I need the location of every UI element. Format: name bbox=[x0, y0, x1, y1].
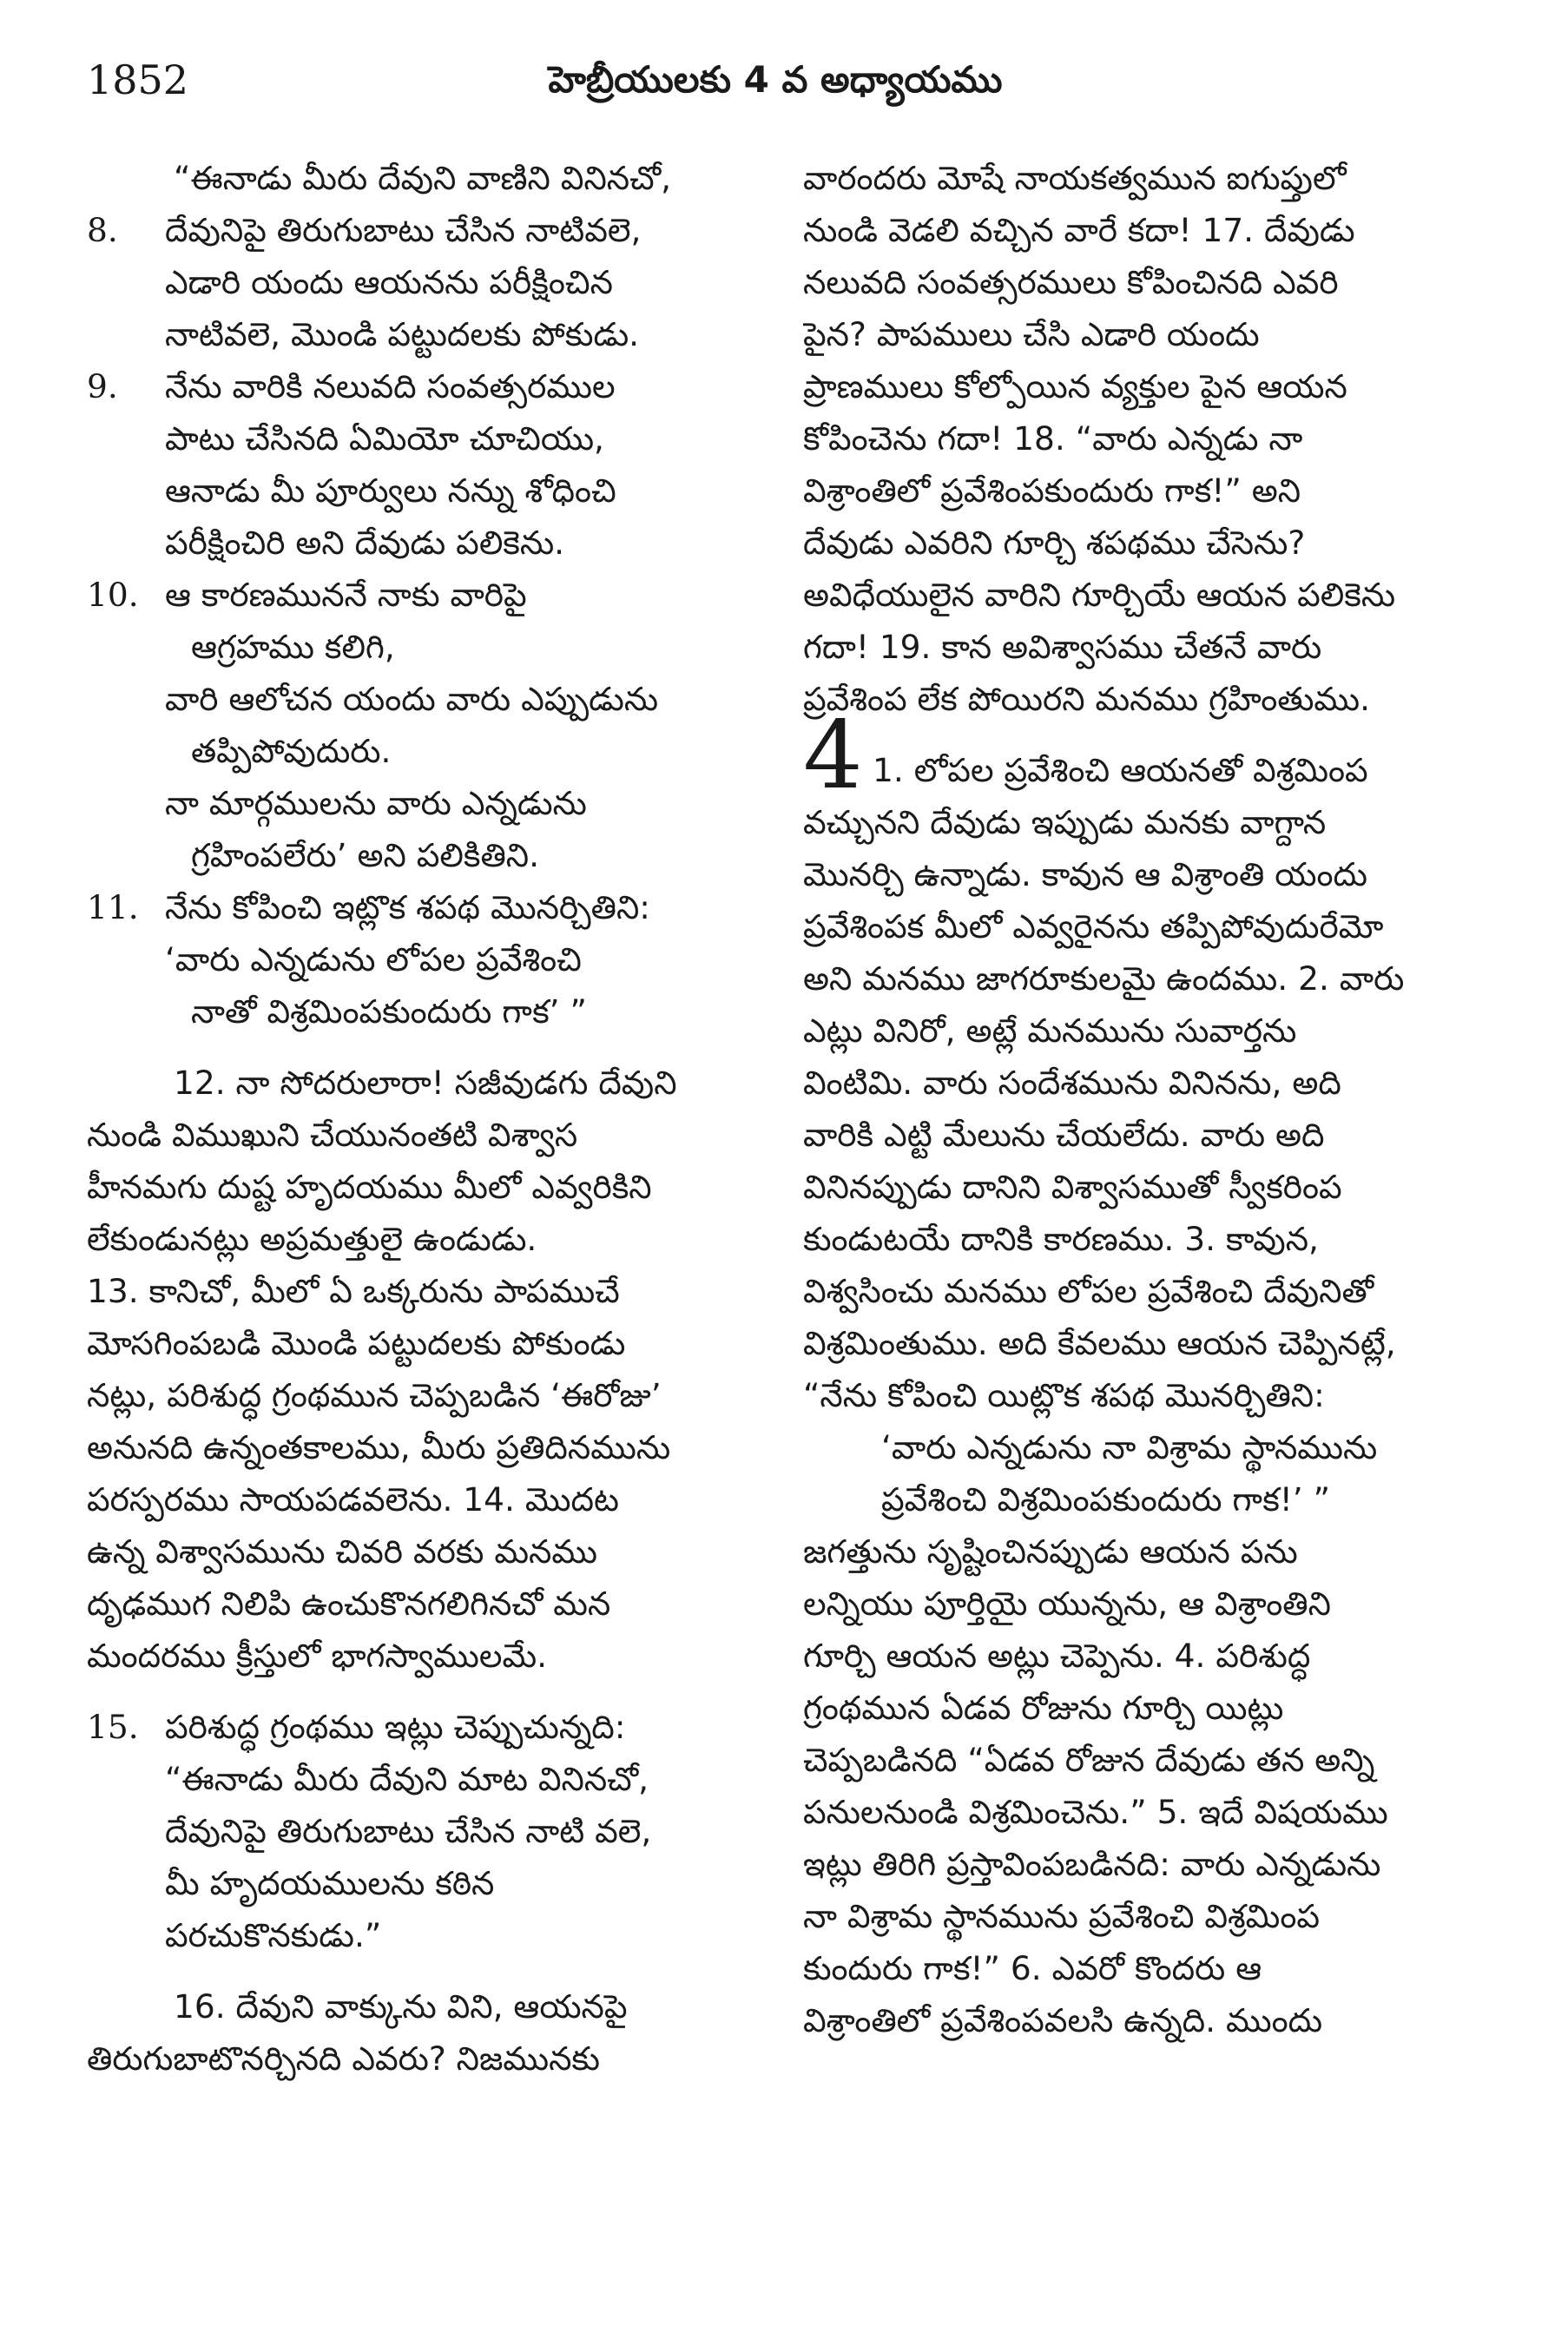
text-line: అనునది ఉన్నంతకాలము, మీరు ప్రతిదినమును bbox=[87, 1428, 671, 1466]
text-line: “నేను కోపించి యిట్లొక శపథ మొనర్చితిని: bbox=[803, 1376, 1325, 1414]
text-line: వచ్చునని దేవుడు ఇప్పుడు మనకు వాగ్దాన bbox=[803, 803, 1327, 841]
text-line: వారికి ఎట్టి మేలును చేయలేదు. వారు అది bbox=[803, 1116, 1325, 1154]
verse-number: 11. bbox=[87, 888, 139, 926]
verse-number: 15. bbox=[87, 1708, 139, 1746]
text-line: పనులనుండి విశ్రమించెను.” 5. ఇదే విషయము bbox=[803, 1793, 1388, 1831]
text-line: కుండుటయే దానికి కారణము. 3. కావున, bbox=[803, 1220, 1319, 1258]
text-line: 16. దేవుని వాక్కును విని, ఆయనపై bbox=[174, 1987, 628, 2026]
text-line: “ఈనాడు మీరు దేవుని వాణిని వినినచో, bbox=[174, 159, 672, 197]
text-line: గూర్చి ఆయన అట్లు చెప్పెను. 4. పరిశుద్ధ bbox=[803, 1637, 1311, 1675]
page-number: 1852 bbox=[87, 56, 189, 103]
text-line: పైన? పాపములు చేసి ఎడారి యందు bbox=[803, 315, 1260, 353]
text-line: గ్రంథమున ఏడవ రోజును గూర్చి యిట్లు bbox=[803, 1689, 1284, 1727]
chapter-start bbox=[803, 702, 1463, 810]
text-line: హీనమగు దుష్ట హృదయము మీలో ఎవ్వరికిని bbox=[87, 1168, 652, 1206]
text-line: వారందరు మోషే నాయకత్వమున ఐగుప్తులో bbox=[803, 159, 1347, 197]
text-line: ‘వారు ఎన్నడును నా విశ్రామ స్థానమును bbox=[881, 1428, 1378, 1466]
text-line: మోసగింపబడి మొండి పట్టుదలకు పోకుండు bbox=[87, 1324, 626, 1362]
text-line: ప్రాణములు కోల్పోయిన వ్యక్తుల పైన ఆయన bbox=[803, 367, 1347, 405]
text-line: విశ్వసించు మనము లోపల ప్రవేశించి దేవునితో bbox=[803, 1272, 1374, 1310]
text-line: గ్రహింపలేరు’ అని పలికితిని. bbox=[191, 836, 540, 874]
text-line: నా విశ్రామ స్థానమును ప్రవేశించి విశ్రమింప bbox=[803, 1897, 1320, 1935]
text-line: దృఢముగ నిలిపి ఉంచుకొనగలిగినచో మన bbox=[87, 1584, 611, 1623]
text-line: వారి ఆలోచన యందు వారు ఎప్పుడును bbox=[165, 680, 659, 718]
text-line: అని మనము జాగరూకులమై ఉందము. 2. వారు bbox=[803, 959, 1405, 998]
page-header bbox=[87, 54, 1464, 115]
text-line: పరస్పరము సాయపడవలెను. 14. మొదట bbox=[87, 1480, 619, 1519]
text-line: ఆనాడు మీ పూర్వులు నన్ను శోధించి bbox=[165, 471, 616, 510]
text-line: 1. లోపల ప్రవేశించి ఆయనతో విశ్రమింప bbox=[873, 751, 1368, 789]
text-line: వింటిమి. వారు సందేశమును వినినను, అది bbox=[803, 1064, 1341, 1102]
text-line: మందరము క్రీస్తులో భాగస్వాములమే. bbox=[87, 1637, 548, 1675]
text-line: చెప్పబడినది “ఏడవ రోజున దేవుడు తన అన్ని bbox=[803, 1741, 1375, 1779]
text-line: పరచుకొనకుడు.” bbox=[165, 1916, 382, 1954]
text-line: పరీక్షించిరి అని దేవుడు పలికెను. bbox=[165, 524, 565, 562]
text-line: నట్లు, పరిశుద్ధ గ్రంథమున చెప్పబడిన ‘ఈరోజు’ bbox=[87, 1376, 662, 1414]
text-line: ఆగ్రహము కలిగి, bbox=[191, 628, 395, 666]
running-title: హెబ్రీయులకు 4 వ అధ్యాయము bbox=[548, 58, 1003, 101]
text-line: మీ హృదయములను కఠిన bbox=[165, 1864, 495, 1902]
text-line: నుండి వెడలి వచ్చిన వారే కదా! 17. దేవుడు bbox=[803, 211, 1355, 249]
text-line: నా మార్గములను వారు ఎన్నడును bbox=[165, 784, 587, 822]
right-column bbox=[803, 152, 1463, 2046]
text-line: తిరుగుబాటొనర్చినది ఎవరు? నిజమునకు bbox=[87, 2039, 600, 2078]
text-line: అవిధేయులైన వారిని గూర్చియే ఆయన పలికెను bbox=[803, 576, 1396, 614]
text-line: నుండి విముఖుని చేయునంతటి విశ్వాస bbox=[87, 1116, 578, 1154]
text-line: గదా! 19. కాన అవిశ్వాసము చేతనే వారు bbox=[803, 628, 1322, 666]
text-line: లేకుండునట్లు అప్రమత్తులై ఉండుడు. bbox=[87, 1220, 537, 1258]
text-line: పరిశుద్ధ గ్రంథము ఇట్లు చెప్పుచున్నది: bbox=[165, 1708, 626, 1746]
text-line: ప్రవేశింపక మీలో ఎవ్వరైనను తప్పిపోవుదురేమో bbox=[803, 907, 1384, 945]
text-line: నాతో విశ్రమింపకుందురు గాక’ ” bbox=[191, 992, 587, 1031]
chapter-number: 4 bbox=[803, 702, 863, 810]
text-line: విశ్రాంతిలో ప్రవేశింపవలసి ఉన్నది. ముందు bbox=[803, 2001, 1323, 2039]
text-line: ఇట్లు తిరిగి ప్రస్తావింపబడినది: వారు ఎన్నడును bbox=[803, 1845, 1381, 1883]
text-line: ఎడారి యందు ఆయనను పరీక్షించిన bbox=[165, 263, 613, 301]
text-line: ఉన్న విశ్వాసమును చివరి వరకు మనము bbox=[87, 1532, 597, 1571]
text-line: లన్నియు పూర్తియై యున్నను, ఆ విశ్రాంతిని bbox=[803, 1584, 1331, 1623]
text-line: వినినప్పుడు దానిని విశ్వాసముతో స్వీకరింప bbox=[803, 1168, 1342, 1206]
text-line: విశ్రాంతిలో ప్రవేశింపకుందురు గాక!” అని bbox=[803, 471, 1301, 510]
text-line: నలువది సంవత్సరములు కోపించినది ఎవరి bbox=[803, 263, 1339, 301]
text-line: ప్రవేశింప లేక పోయిరని మనము గ్రహింతుము. bbox=[803, 680, 1370, 718]
verse-number: 8. bbox=[87, 211, 118, 249]
text-line: 13. కానిచో, మీలో ఏ ఒక్కరును పాపముచే bbox=[87, 1272, 620, 1310]
text-line: కోపించెను గదా! 18. “వారు ఎన్నడు నా bbox=[803, 419, 1303, 458]
text-line: మొనర్చి ఉన్నాడు. కావున ఆ విశ్రాంతి యందు bbox=[803, 855, 1367, 893]
text-line: తప్పిపోవుదురు. bbox=[191, 732, 392, 770]
text-line: “ఈనాడు మీరు దేవుని మాట వినినచో, bbox=[165, 1760, 649, 1798]
text-line: కుందురు గాక!” 6. ఎవరో కొందరు ఆ bbox=[803, 1949, 1262, 1987]
text-line: ఎట్లు వినిరో, అట్లే మనమును సువార్తను bbox=[803, 1011, 1297, 1050]
text-line: దేవునిపై తిరుగుబాటు చేసిన నాటి వలె, bbox=[165, 1812, 652, 1850]
text-line: పాటు చేసినది ఏమియో చూచియు, bbox=[165, 419, 604, 458]
text-line: 12. నా సోదరులారా! సజీవుడగు దేవుని bbox=[174, 1064, 677, 1102]
text-line: ‘వారు ఎన్నడును లోపల ప్రవేశించి bbox=[165, 940, 582, 978]
verse-number: 9. bbox=[87, 367, 118, 405]
text-line: నేను వారికి నలువది సంవత్సరముల bbox=[165, 367, 616, 405]
text-line: జగత్తును సృష్టించినప్పుడు ఆయన పను bbox=[803, 1532, 1298, 1571]
left-column bbox=[87, 152, 755, 2085]
text-line: నాటివలె, మొండి పట్టుదలకు పోకుడు. bbox=[165, 315, 640, 353]
text-line: దేవుడు ఎవరిని గూర్చి శపథము చేసెను? bbox=[803, 524, 1306, 562]
text-line: నేను కోపించి ఇట్లొక శపథ మొనర్చితిని: bbox=[165, 888, 650, 926]
verse-number: 10. bbox=[87, 576, 139, 614]
text-line: ఆ కారణముననే నాకు వారిపై bbox=[165, 576, 527, 614]
text-line: దేవునిపై తిరుగుబాటు చేసిన నాటివలె, bbox=[165, 211, 642, 249]
text-line: విశ్రమింతుము. అది కేవలము ఆయన చెప్పినట్లే, bbox=[803, 1324, 1396, 1362]
text-line: ప్రవేశించి విశ్రమింపకుందురు గాక!’ ” bbox=[881, 1480, 1331, 1519]
